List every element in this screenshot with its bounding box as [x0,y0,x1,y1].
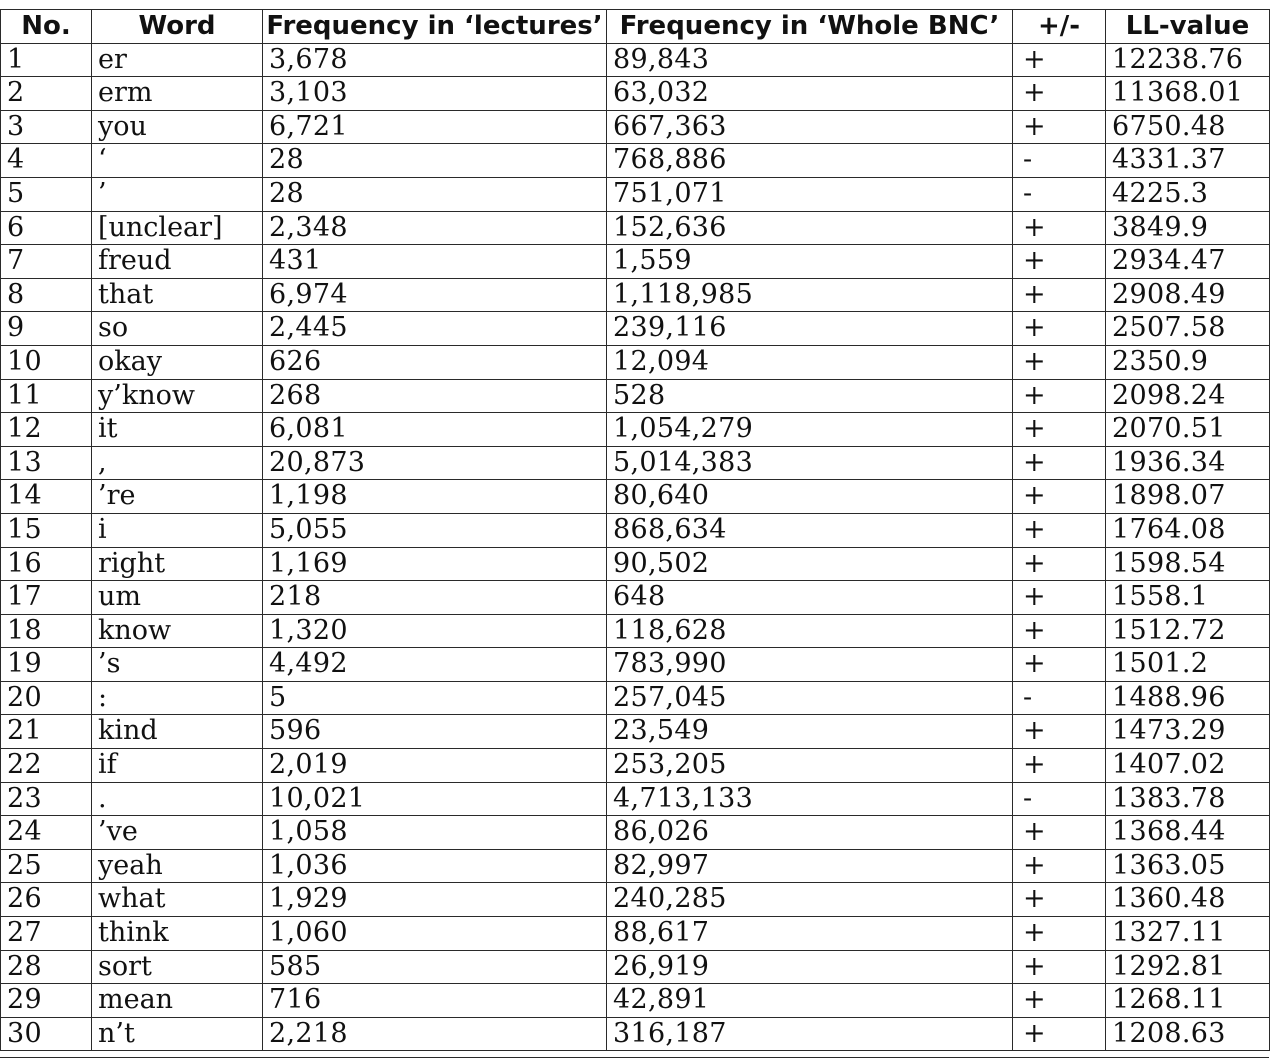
cell-frequency-whole-bnc: 80,640 [607,480,1013,514]
cell-word: if [92,749,263,783]
cell-plus-minus: + [1013,77,1106,111]
table-row [1,950,1270,984]
cell-no: 20 [1,681,92,715]
cell-no: 4 [1,144,92,178]
cell-no: 19 [1,648,92,682]
header-frequency-lectures: Frequency in ‘lectures’ [263,10,607,44]
table-row [1,648,1270,682]
cell-frequency-lectures: 716 [263,984,607,1018]
cell-ll-value: 2070.51 [1106,413,1270,447]
cell-word: yeah [92,849,263,883]
cell-frequency-whole-bnc: 42,891 [607,984,1013,1018]
cell-word: , [92,446,263,480]
cell-frequency-lectures: 2,218 [263,1017,607,1051]
cell-plus-minus: + [1013,110,1106,144]
cell-plus-minus: + [1013,917,1106,951]
cell-frequency-whole-bnc: 82,997 [607,849,1013,883]
table-row [1,1017,1270,1051]
cell-frequency-lectures: 6,721 [263,110,607,144]
cell-plus-minus: + [1013,379,1106,413]
cell-word: so [92,312,263,346]
cell-frequency-whole-bnc: 152,636 [607,211,1013,245]
header-row [1,10,1270,44]
cell-frequency-lectures: 1,060 [263,917,607,951]
cell-word: what [92,883,263,917]
cell-word: think [92,917,263,951]
table-row [1,480,1270,514]
cell-word: erm [92,77,263,111]
table-row [1,77,1270,111]
cell-no: 14 [1,480,92,514]
cell-frequency-lectures: 5,055 [263,513,607,547]
cell-ll-value: 4225.3 [1106,177,1270,211]
cell-frequency-whole-bnc: 240,285 [607,883,1013,917]
cell-frequency-lectures: 28 [263,144,607,178]
cell-ll-value: 1292.81 [1106,950,1270,984]
cell-ll-value: 1208.63 [1106,1017,1270,1051]
cell-plus-minus: + [1013,480,1106,514]
cell-no: 11 [1,379,92,413]
cell-frequency-lectures: 1,058 [263,816,607,850]
cell-plus-minus: + [1013,245,1106,279]
cell-frequency-whole-bnc: 12,094 [607,345,1013,379]
cell-no: 2 [1,77,92,111]
cell-ll-value: 2507.58 [1106,312,1270,346]
cell-ll-value: 1764.08 [1106,513,1270,547]
cell-ll-value: 1936.34 [1106,446,1270,480]
cell-ll-value: 12238.76 [1106,43,1270,77]
header-plus-minus: +/- [1013,10,1106,44]
cell-frequency-whole-bnc: 86,026 [607,816,1013,850]
cell-plus-minus: + [1013,211,1106,245]
cell-plus-minus: + [1013,749,1106,783]
cell-no: 6 [1,211,92,245]
cell-ll-value: 1898.07 [1106,480,1270,514]
cell-ll-value: 2934.47 [1106,245,1270,279]
cell-plus-minus: + [1013,446,1106,480]
cell-frequency-lectures: 1,036 [263,849,607,883]
table-row [1,681,1270,715]
cell-frequency-whole-bnc: 667,363 [607,110,1013,144]
cell-plus-minus: + [1013,513,1106,547]
cell-ll-value: 3849.9 [1106,211,1270,245]
cell-ll-value: 4331.37 [1106,144,1270,178]
cell-frequency-whole-bnc: 768,886 [607,144,1013,178]
table-header [1,10,1270,44]
table-row [1,816,1270,850]
cell-no: 18 [1,614,92,648]
table-row [1,749,1270,783]
table-row [1,345,1270,379]
header-frequency-whole-bnc: Frequency in ‘Whole BNC’ [607,10,1013,44]
cell-ll-value: 2908.49 [1106,278,1270,312]
cell-no: 25 [1,849,92,883]
cell-frequency-lectures: 6,974 [263,278,607,312]
header-word: Word [92,10,263,44]
cell-no: 28 [1,950,92,984]
cell-plus-minus: + [1013,1017,1106,1051]
cell-frequency-whole-bnc: 23,549 [607,715,1013,749]
cell-frequency-whole-bnc: 868,634 [607,513,1013,547]
cell-ll-value: 11368.01 [1106,77,1270,111]
cell-word: that [92,278,263,312]
cell-frequency-whole-bnc: 528 [607,379,1013,413]
table-row [1,513,1270,547]
cell-frequency-whole-bnc: 253,205 [607,749,1013,783]
cell-frequency-lectures: 268 [263,379,607,413]
cell-frequency-whole-bnc: 783,990 [607,648,1013,682]
cell-frequency-whole-bnc: 89,843 [607,43,1013,77]
table-body [1,43,1270,1051]
cell-word: n’t [92,1017,263,1051]
cell-no: 24 [1,816,92,850]
cell-plus-minus: + [1013,648,1106,682]
cell-word: ’re [92,480,263,514]
cell-frequency-lectures: 2,348 [263,211,607,245]
table-row [1,245,1270,279]
cell-frequency-whole-bnc: 63,032 [607,77,1013,111]
cell-word: er [92,43,263,77]
cell-frequency-whole-bnc: 1,118,985 [607,278,1013,312]
cell-ll-value: 1327.11 [1106,917,1270,951]
cell-plus-minus: + [1013,345,1106,379]
cell-ll-value: 1407.02 [1106,749,1270,783]
cell-word: okay [92,345,263,379]
cell-plus-minus: - [1013,144,1106,178]
cell-word: it [92,413,263,447]
cell-frequency-lectures: 10,021 [263,782,607,816]
cell-frequency-lectures: 3,103 [263,77,607,111]
bottom-rule [0,1057,1269,1058]
cell-frequency-lectures: 585 [263,950,607,984]
cell-frequency-whole-bnc: 90,502 [607,547,1013,581]
table-row [1,312,1270,346]
cell-word: [unclear] [92,211,263,245]
cell-frequency-lectures: 20,873 [263,446,607,480]
cell-plus-minus: + [1013,312,1106,346]
cell-no: 3 [1,110,92,144]
cell-no: 7 [1,245,92,279]
cell-no: 8 [1,278,92,312]
cell-no: 9 [1,312,92,346]
cell-frequency-lectures: 431 [263,245,607,279]
cell-plus-minus: + [1013,984,1106,1018]
cell-frequency-lectures: 5 [263,681,607,715]
table-row [1,581,1270,615]
cell-plus-minus: + [1013,715,1106,749]
cell-frequency-whole-bnc: 751,071 [607,177,1013,211]
cell-plus-minus: + [1013,43,1106,77]
cell-no: 22 [1,749,92,783]
header-ll-value: LL-value [1106,10,1270,44]
cell-word: ’ve [92,816,263,850]
cell-word: kind [92,715,263,749]
cell-frequency-whole-bnc: 316,187 [607,1017,1013,1051]
table-row [1,782,1270,816]
cell-no: 16 [1,547,92,581]
cell-no: 12 [1,413,92,447]
table-row [1,278,1270,312]
cell-frequency-whole-bnc: 1,054,279 [607,413,1013,447]
cell-plus-minus: - [1013,681,1106,715]
cell-no: 10 [1,345,92,379]
cell-word: sort [92,950,263,984]
cell-ll-value: 2350.9 [1106,345,1270,379]
cell-frequency-lectures: 3,678 [263,43,607,77]
keyword-table [0,9,1270,1051]
cell-ll-value: 1473.29 [1106,715,1270,749]
cell-plus-minus: + [1013,614,1106,648]
table-row [1,883,1270,917]
table-row [1,446,1270,480]
cell-frequency-whole-bnc: 257,045 [607,681,1013,715]
table-row [1,413,1270,447]
cell-frequency-lectures: 626 [263,345,607,379]
cell-frequency-whole-bnc: 5,014,383 [607,446,1013,480]
cell-frequency-lectures: 218 [263,581,607,615]
cell-no: 13 [1,446,92,480]
cell-word: you [92,110,263,144]
cell-no: 15 [1,513,92,547]
cell-word: i [92,513,263,547]
table-row [1,379,1270,413]
cell-ll-value: 2098.24 [1106,379,1270,413]
cell-word: . [92,782,263,816]
cell-frequency-lectures: 596 [263,715,607,749]
cell-word: : [92,681,263,715]
cell-no: 29 [1,984,92,1018]
cell-no: 21 [1,715,92,749]
cell-frequency-whole-bnc: 88,617 [607,917,1013,951]
cell-ll-value: 6750.48 [1106,110,1270,144]
table-row [1,984,1270,1018]
cell-word: freud [92,245,263,279]
table-row [1,614,1270,648]
cell-ll-value: 1383.78 [1106,782,1270,816]
cell-plus-minus: + [1013,413,1106,447]
cell-frequency-lectures: 2,445 [263,312,607,346]
cell-word: know [92,614,263,648]
cell-plus-minus: - [1013,177,1106,211]
cell-plus-minus: + [1013,883,1106,917]
cell-frequency-whole-bnc: 1,559 [607,245,1013,279]
cell-ll-value: 1488.96 [1106,681,1270,715]
table-row [1,144,1270,178]
cell-word: um [92,581,263,615]
cell-ll-value: 1558.1 [1106,581,1270,615]
cell-ll-value: 1363.05 [1106,849,1270,883]
cell-ll-value: 1368.44 [1106,816,1270,850]
cell-word: ‘ [92,144,263,178]
cell-frequency-whole-bnc: 648 [607,581,1013,615]
cell-plus-minus: - [1013,782,1106,816]
cell-frequency-lectures: 6,081 [263,413,607,447]
cell-plus-minus: + [1013,278,1106,312]
cell-no: 1 [1,43,92,77]
cell-word: ’s [92,648,263,682]
cell-frequency-lectures: 1,198 [263,480,607,514]
cell-frequency-whole-bnc: 118,628 [607,614,1013,648]
cell-frequency-whole-bnc: 4,713,133 [607,782,1013,816]
cell-frequency-lectures: 1,169 [263,547,607,581]
cell-word: mean [92,984,263,1018]
cell-frequency-lectures: 28 [263,177,607,211]
cell-no: 5 [1,177,92,211]
cell-plus-minus: + [1013,581,1106,615]
cell-plus-minus: + [1013,849,1106,883]
cell-ll-value: 1512.72 [1106,614,1270,648]
cell-frequency-lectures: 1,929 [263,883,607,917]
table-row [1,917,1270,951]
table-row [1,547,1270,581]
cell-word: ’ [92,177,263,211]
cell-no: 27 [1,917,92,951]
cell-ll-value: 1268.11 [1106,984,1270,1018]
table-row [1,110,1270,144]
cell-frequency-whole-bnc: 239,116 [607,312,1013,346]
cell-no: 17 [1,581,92,615]
cell-ll-value: 1501.2 [1106,648,1270,682]
header-no: No. [1,10,92,44]
table-row [1,849,1270,883]
table-row [1,177,1270,211]
cell-plus-minus: + [1013,816,1106,850]
cell-no: 26 [1,883,92,917]
cell-word: y’know [92,379,263,413]
cell-no: 30 [1,1017,92,1051]
table-row [1,715,1270,749]
cell-no: 23 [1,782,92,816]
table-row [1,211,1270,245]
cell-word: right [92,547,263,581]
cell-frequency-lectures: 1,320 [263,614,607,648]
cell-plus-minus: + [1013,547,1106,581]
cell-ll-value: 1598.54 [1106,547,1270,581]
cell-frequency-whole-bnc: 26,919 [607,950,1013,984]
cell-frequency-lectures: 4,492 [263,648,607,682]
table-row [1,43,1270,77]
cell-ll-value: 1360.48 [1106,883,1270,917]
cell-plus-minus: + [1013,950,1106,984]
cell-frequency-lectures: 2,019 [263,749,607,783]
